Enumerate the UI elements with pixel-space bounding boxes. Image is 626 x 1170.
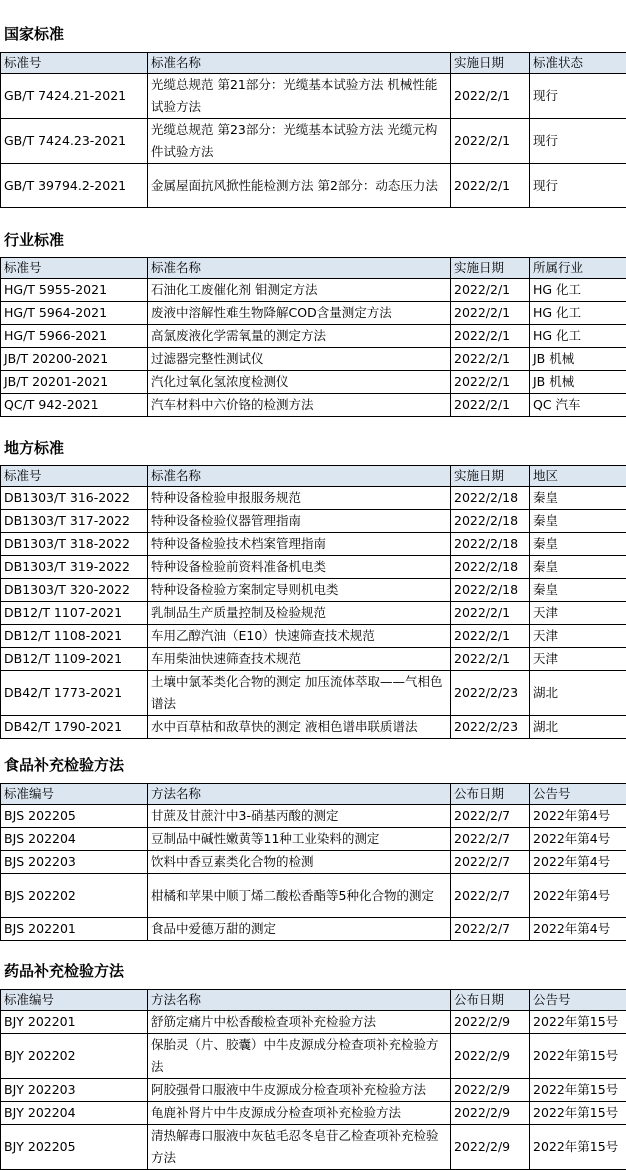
effective-date: 2022/2/1 [451,648,530,671]
table-header-row [1,784,626,805]
table-row [1,716,626,739]
local-standards-table [0,465,626,739]
industry: JB 机械 [530,348,626,371]
standard-code: DB1303/T 318-2022 [1,533,148,556]
region: 湖北 [530,671,626,716]
table-row [1,1034,626,1079]
effective-date: 2022/2/18 [451,487,530,510]
column-header: 方法名称 [148,990,451,1011]
method-code: BJY 202202 [1,1034,148,1079]
table-row [1,671,626,716]
standard-code: QC/T 942-2021 [1,394,148,417]
method-name: 饮料中香豆素类化合物的检测 [148,851,451,874]
industry: QC 汽车 [530,394,626,417]
region: 秦皇 [530,487,626,510]
column-header: 实施日期 [451,258,530,279]
food-methods-table [0,783,626,941]
standard-code: DB1303/T 317-2022 [1,510,148,533]
standard-code: DB12/T 1108-2021 [1,625,148,648]
table-header-row [1,466,626,487]
publish-date: 2022/2/9 [451,1079,530,1102]
standard-name: 特种设备检验技术档案管理指南 [148,533,451,556]
effective-date: 2022/2/1 [451,74,530,119]
region: 天津 [530,602,626,625]
column-header: 公告号 [530,990,626,1011]
table-row [1,325,626,348]
section-title-food-methods: 食品补充检验方法 [4,756,124,774]
table-row [1,1079,626,1102]
effective-date: 2022/2/1 [451,602,530,625]
announcement-number: 2022年第4号 [530,805,626,828]
publish-date: 2022/2/9 [451,1034,530,1079]
method-code: BJY 202203 [1,1079,148,1102]
column-header: 地区 [530,466,626,487]
table-row [1,164,626,208]
standard-code: HG/T 5955-2021 [1,279,148,302]
column-header: 实施日期 [451,466,530,487]
industry: HG 化工 [530,279,626,302]
table-row [1,279,626,302]
standard-code: HG/T 5964-2021 [1,302,148,325]
table-row [1,828,626,851]
table-row [1,533,626,556]
effective-date: 2022/2/1 [451,348,530,371]
standard-name: 废液中溶解性难生物降解COD含量测定方法 [148,302,451,325]
standard-name: 过滤器完整性测试仪 [148,348,451,371]
section-title-local: 地方标准 [4,439,64,457]
column-header: 标准号 [1,53,148,74]
table-row [1,74,626,119]
column-header: 标准编号 [1,990,148,1011]
method-name: 龟鹿补肾片中牛皮源成分检查项补充检验方法 [148,1102,451,1125]
method-code: BJS 202202 [1,874,148,918]
standard-code: DB12/T 1107-2021 [1,602,148,625]
industry: HG 化工 [530,325,626,348]
effective-date: 2022/2/23 [451,671,530,716]
standard-name: 汽车材料中六价铬的检测方法 [148,394,451,417]
effective-date: 2022/2/1 [451,119,530,164]
standard-name: 高氯废液化学需氧量的测定方法 [148,325,451,348]
announcement-number: 2022年第4号 [530,828,626,851]
standard-code: GB/T 39794.2-2021 [1,164,148,208]
effective-date: 2022/2/18 [451,556,530,579]
effective-date: 2022/2/1 [451,371,530,394]
standard-status: 现行 [530,164,626,208]
effective-date: 2022/2/1 [451,625,530,648]
method-code: BJS 202204 [1,828,148,851]
column-header: 实施日期 [451,53,530,74]
table-row [1,1102,626,1125]
publish-date: 2022/2/9 [451,1011,530,1034]
column-header: 标准状态 [530,53,626,74]
standard-name: 光缆总规范 第23部分：光缆基本试验方法 光缆元构件试验方法 [148,119,451,164]
standard-code: DB42/T 1773-2021 [1,671,148,716]
method-code: BJY 202204 [1,1102,148,1125]
method-code: BJY 202205 [1,1125,148,1170]
announcement-number: 2022年第15号 [530,1125,626,1170]
industry: JB 机械 [530,371,626,394]
announcement-number: 2022年第4号 [530,851,626,874]
standard-name: 特种设备检验前资料准备机电类 [148,556,451,579]
standard-status: 现行 [530,119,626,164]
standard-name: 汽化过氧化氢浓度检测仪 [148,371,451,394]
region: 秦皇 [530,579,626,602]
standard-name: 车用乙醇汽油（E10）快速筛查技术规范 [148,625,451,648]
standard-name: 特种设备检验申报服务规范 [148,487,451,510]
standard-code: DB1303/T 319-2022 [1,556,148,579]
column-header: 标准号 [1,258,148,279]
method-code: BJS 202201 [1,918,148,941]
standard-code: DB1303/T 320-2022 [1,579,148,602]
publish-date: 2022/2/9 [451,1125,530,1170]
table-row [1,119,626,164]
region: 天津 [530,625,626,648]
column-header: 公告号 [530,784,626,805]
effective-date: 2022/2/1 [451,279,530,302]
standard-name: 水中百草枯和敌草快的测定 液相色谱串联质谱法 [148,716,451,739]
section-title-national: 国家标准 [4,25,64,43]
table-row [1,648,626,671]
publish-date: 2022/2/9 [451,1102,530,1125]
standard-name: 特种设备检验仪器管理指南 [148,510,451,533]
column-header: 标准号 [1,466,148,487]
standard-code: DB1303/T 316-2022 [1,487,148,510]
standard-name: 乳制品生产质量控制及检验规范 [148,602,451,625]
column-header: 标准名称 [148,258,451,279]
announcement-number: 2022年第15号 [530,1011,626,1034]
standard-code: HG/T 5966-2021 [1,325,148,348]
national-standards-table [0,52,626,208]
table-row [1,302,626,325]
table-row [1,625,626,648]
effective-date: 2022/2/1 [451,164,530,208]
method-code: BJY 202201 [1,1011,148,1034]
standard-name: 车用柴油快速筛查技术规范 [148,648,451,671]
publish-date: 2022/2/7 [451,874,530,918]
table-row [1,348,626,371]
announcement-number: 2022年第15号 [530,1034,626,1079]
effective-date: 2022/2/18 [451,533,530,556]
region: 秦皇 [530,533,626,556]
table-row [1,1011,626,1034]
standard-code: JB/T 20200-2021 [1,348,148,371]
standard-name: 特种设备检验方案制定导则机电类 [148,579,451,602]
column-header: 所属行业 [530,258,626,279]
standard-name: 土壤中氯苯类化合物的测定 加压流体萃取——气相色谱法 [148,671,451,716]
standard-status: 现行 [530,74,626,119]
standard-code: GB/T 7424.23-2021 [1,119,148,164]
section-title-industry: 行业标准 [4,231,64,249]
table-header-row [1,990,626,1011]
region: 湖北 [530,716,626,739]
effective-date: 2022/2/23 [451,716,530,739]
method-name: 保胎灵（片、胶囊）中牛皮源成分检查项补充检验方法 [148,1034,451,1079]
method-name: 清热解毒口服液中灰毡毛忍冬皂苷乙检查项补充检验方法 [148,1125,451,1170]
announcement-number: 2022年第15号 [530,1102,626,1125]
table-row [1,851,626,874]
table-row [1,579,626,602]
standard-name: 金属屋面抗风掀性能检测方法 第2部分：动态压力法 [148,164,451,208]
method-name: 阿胶强骨口服液中牛皮源成分检查项补充检验方法 [148,1079,451,1102]
table-row [1,556,626,579]
column-header: 公布日期 [451,990,530,1011]
effective-date: 2022/2/1 [451,302,530,325]
column-header: 标准名称 [148,466,451,487]
method-name: 豆制品中碱性嫩黄等11种工业染料的测定 [148,828,451,851]
industry: HG 化工 [530,302,626,325]
table-header-row [1,53,626,74]
column-header: 公布日期 [451,784,530,805]
announcement-number: 2022年第15号 [530,1079,626,1102]
industry-standards-table [0,257,626,417]
table-row [1,510,626,533]
method-code: BJS 202203 [1,851,148,874]
column-header: 方法名称 [148,784,451,805]
publish-date: 2022/2/7 [451,828,530,851]
method-name: 甘蔗及甘蔗汁中3-硝基丙酸的测定 [148,805,451,828]
effective-date: 2022/2/1 [451,394,530,417]
table-row [1,487,626,510]
announcement-number: 2022年第4号 [530,918,626,941]
region: 天津 [530,648,626,671]
drug-methods-table [0,989,626,1170]
method-name: 舒筋定痛片中松香酸检查项补充检验方法 [148,1011,451,1034]
effective-date: 2022/2/1 [451,325,530,348]
section-title-drug-methods: 药品补充检验方法 [4,962,124,980]
publish-date: 2022/2/7 [451,918,530,941]
table-row [1,394,626,417]
method-name: 食品中爱德万甜的测定 [148,918,451,941]
table-row [1,1125,626,1170]
standard-name: 光缆总规范 第21部分：光缆基本试验方法 机械性能试验方法 [148,74,451,119]
column-header: 标准编号 [1,784,148,805]
table-row [1,371,626,394]
standard-code: DB42/T 1790-2021 [1,716,148,739]
table-row [1,805,626,828]
column-header: 标准名称 [148,53,451,74]
method-code: BJS 202205 [1,805,148,828]
effective-date: 2022/2/18 [451,579,530,602]
region: 秦皇 [530,556,626,579]
standard-code: GB/T 7424.21-2021 [1,74,148,119]
publish-date: 2022/2/7 [451,851,530,874]
standard-code: DB12/T 1109-2021 [1,648,148,671]
standard-code: JB/T 20201-2021 [1,371,148,394]
announcement-number: 2022年第4号 [530,874,626,918]
method-name: 柑橘和苹果中顺丁烯二酸松香酯等5种化合物的测定 [148,874,451,918]
table-header-row [1,258,626,279]
region: 秦皇 [530,510,626,533]
table-row [1,918,626,941]
publish-date: 2022/2/7 [451,805,530,828]
table-row [1,602,626,625]
table-row [1,874,626,918]
effective-date: 2022/2/18 [451,510,530,533]
standard-name: 石油化工废催化剂 钼测定方法 [148,279,451,302]
